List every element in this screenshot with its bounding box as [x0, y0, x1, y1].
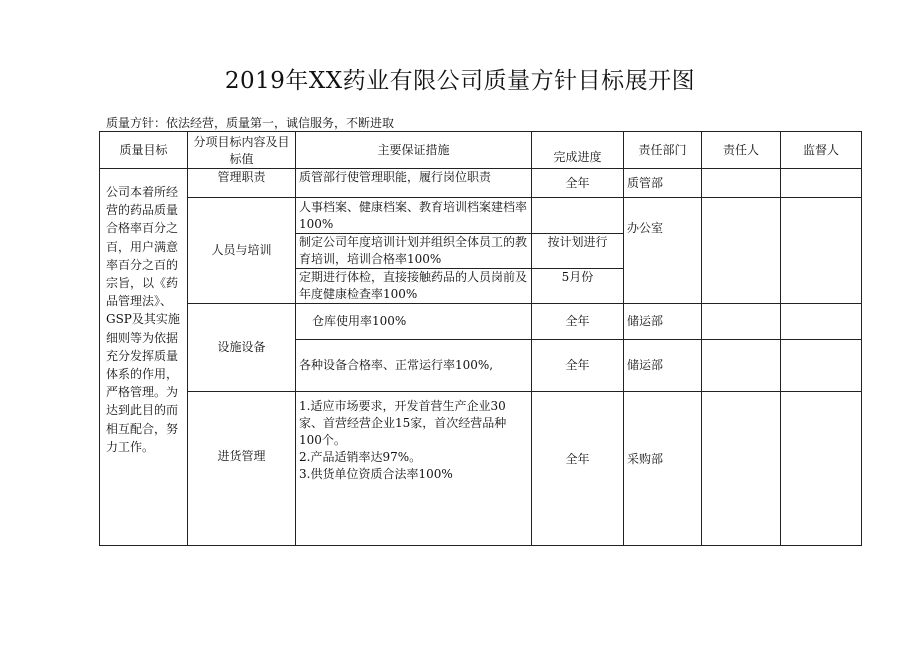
table-row — [100, 392, 862, 476]
supervisor-cell — [781, 392, 862, 546]
department-cell: 采购部 — [624, 392, 702, 546]
responsible-cell — [702, 198, 781, 304]
measure-cell: 各种设备合格率、正常运行率100%, — [296, 340, 532, 392]
category-management: 管理职责 — [188, 169, 296, 198]
supervisor-cell — [781, 340, 862, 392]
measure-cell: 仓库使用率100% — [296, 304, 532, 340]
table-row — [100, 198, 862, 234]
progress-cell: 按计划进行 — [532, 234, 624, 269]
progress-cell: 全年 — [532, 392, 624, 546]
category-personnel: 人员与培训 — [188, 198, 296, 304]
header-progress: 完成进度 — [532, 132, 624, 169]
measure-item: 2.产品适销率达97%。 — [299, 450, 422, 464]
supervisor-cell — [781, 304, 862, 340]
measure-item: 1.适应市场要求，开发首营生产企业30家、首营经营企业15家，首次经营品种100个。 — [299, 399, 507, 447]
header-measures: 主要保证措施 — [296, 132, 532, 169]
document-title: 2019年XX药业有限公司质量方针目标展开图 — [224, 68, 696, 94]
responsible-cell — [702, 392, 781, 546]
measure-cell: 定期进行体检，直接接触药品的人员岗前及年度健康检查率100% — [296, 269, 532, 304]
supervisor-cell — [781, 169, 862, 198]
progress-cell: 5月份 — [532, 269, 624, 304]
quality-policy: 质量方针：依法经营，质量第一，诚信服务，不断进取 — [106, 116, 395, 130]
supervisor-cell — [781, 198, 862, 304]
progress-cell — [532, 198, 624, 234]
progress-cell: 全年 — [532, 169, 624, 198]
category-purchasing: 进货管理 — [188, 392, 296, 546]
quality-goal-text: 公司本着所经营的药品质量合格率百分之百，用户满意率百分之百的宗旨，以《药品管理法》、GSP及其实施细则等为依据充分发挥质量体系的作用，严格管理。为达到此目的而相互配合，努力工作。 — [100, 169, 188, 546]
header-responsible: 责任人 — [702, 132, 781, 169]
table-row — [100, 169, 862, 198]
measure-list — [296, 392, 532, 546]
table-header-row — [100, 132, 862, 169]
category-facilities: 设施设备 — [188, 304, 296, 392]
header-sub-goal: 分项目标内容及目标值 — [188, 132, 296, 169]
responsible-cell — [702, 169, 781, 198]
department-cell: 储运部 — [624, 340, 702, 392]
header-quality-goal: 质量目标 — [100, 132, 188, 169]
table-row — [100, 304, 862, 340]
quality-goal-table — [99, 131, 862, 546]
responsible-cell — [702, 304, 781, 340]
department-cell: 办公室 — [624, 198, 702, 304]
measure-cell: 制定公司年度培训计划并组织全体员工的教育培训，培训合格率100% — [296, 234, 532, 269]
department-cell: 质管部 — [624, 169, 702, 198]
responsible-cell — [702, 340, 781, 392]
header-supervisor: 监督人 — [781, 132, 862, 169]
progress-cell: 全年 — [532, 340, 624, 392]
measure-item: 3.供货单位资质合法率100% — [299, 467, 453, 481]
measure-cell: 质管部行使管理职能，履行岗位职责 — [296, 169, 532, 198]
progress-cell: 全年 — [532, 304, 624, 340]
department-cell: 储运部 — [624, 304, 702, 340]
header-department: 责任部门 — [624, 132, 702, 169]
measure-cell: 人事档案、健康档案、教育培训档案建档率100% — [296, 198, 532, 234]
